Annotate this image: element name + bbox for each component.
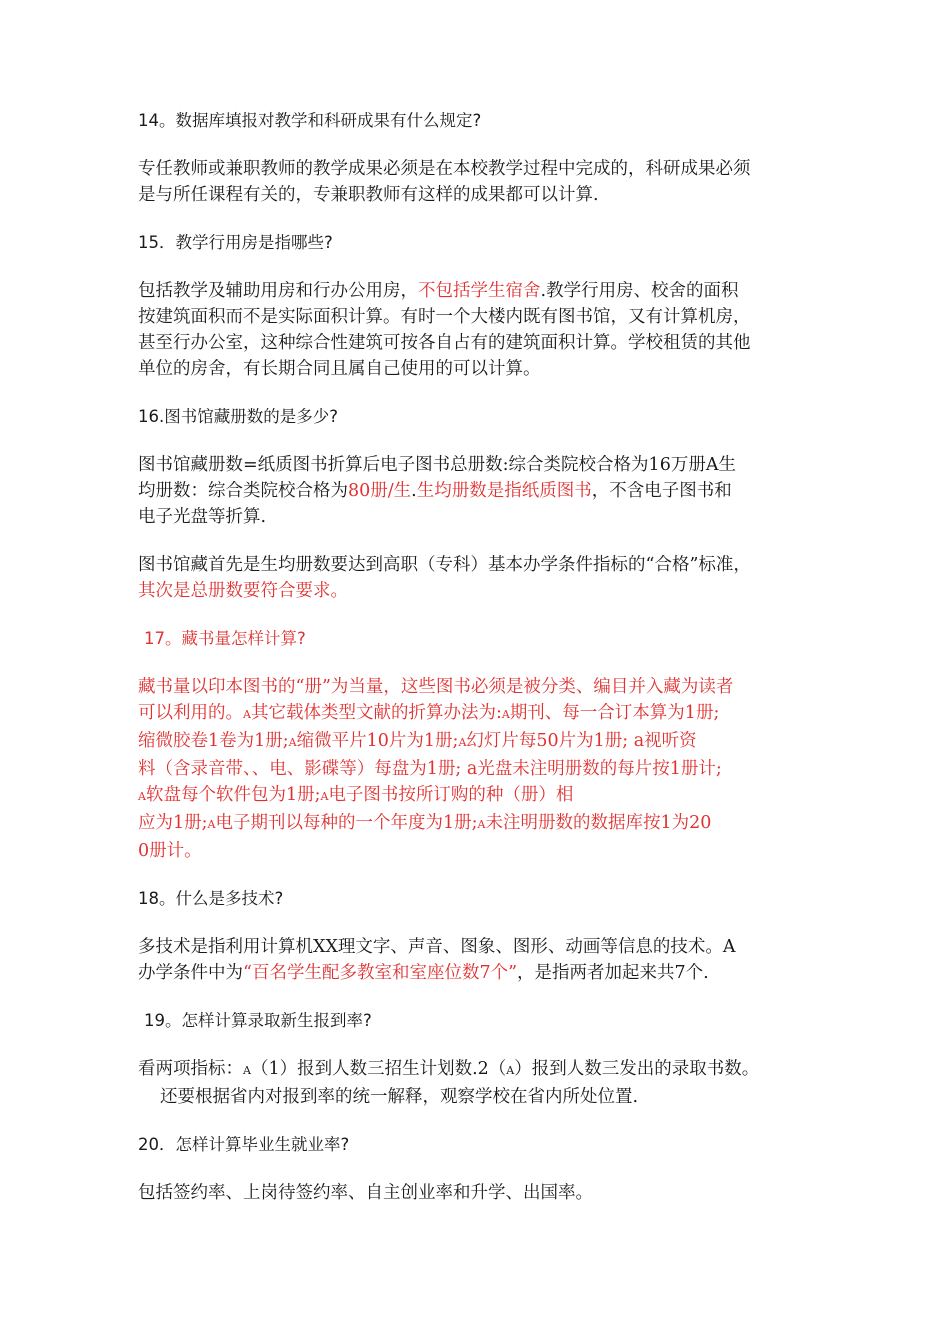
answer-17-line: 藏书量以印本图书的“册”为当量，这些图书必须是被分类、编目并入藏为读者 (138, 677, 734, 697)
answer-19-line (138, 1056, 818, 1084)
text-segment: 电子图书按所订购的种（册）相 (328, 785, 574, 805)
text-segment: 缩微胶卷1卷为1册; (138, 731, 289, 751)
highlight-text: “百名学生配多教室和室座位数7个” (243, 963, 518, 983)
bullet-marker: A (458, 736, 467, 749)
question-18-title: 18。什么是多技术? (138, 889, 284, 908)
text-segment: 幻灯片每50片为1册; a视听资 (466, 731, 697, 751)
question-15-title: 15．教学行用房是指哪些? (138, 233, 333, 252)
text-segment: 应为1册; (138, 813, 208, 833)
bullet-marker: A (207, 818, 216, 831)
answer-16-note (138, 552, 818, 604)
answer-20 (138, 1180, 818, 1206)
question-16-title: 16.图书馆藏册数的是多少? (138, 407, 338, 426)
answer-17-line (138, 728, 818, 756)
answer-20-line: 包括签约率、上岗待签约率、自主创业率和升学、出国率。 (138, 1183, 593, 1203)
bullet-marker: A (477, 818, 486, 831)
text-segment: 其它载体类型文献的折算办法为: (250, 703, 502, 723)
bullet-marker: A (320, 790, 329, 803)
text-segment: 期刊、每一合订本算为1册; (509, 703, 720, 723)
text-segment: 电子期刊以每种的一个年度为1册; (215, 813, 478, 833)
document-page (138, 108, 818, 1228)
text-segment: 软盘每个软件包为1册; (145, 785, 321, 805)
highlight-text: 80册/生 (348, 481, 412, 501)
answer-19 (138, 1056, 818, 1110)
answer-16-line: 图书馆藏册数=纸质图书折算后电子图书总册数:综合类院校合格为16万册A生 (138, 455, 736, 475)
bullet-marker: A (243, 1064, 251, 1077)
bullet-marker: A (501, 708, 510, 721)
question-14-title: 14。数据库填报对教学和科研成果有什么规定? (138, 111, 482, 130)
answer-15 (138, 278, 818, 382)
question-19-title: 19。怎样计算录取新生报到率? (144, 1011, 372, 1030)
answer-15-line (138, 278, 818, 304)
answer-15-line: 单位的房舍，有长期合同且属自己使用的可以计算。 (138, 359, 541, 379)
text-segment: . (411, 481, 417, 501)
text-segment: 办学条件中为 (138, 963, 243, 983)
text-segment: 看两项指标： (138, 1059, 243, 1079)
text-segment: 包括教学及辅助用房和行办公用房， (138, 281, 418, 301)
bullet-marker: A (138, 790, 146, 803)
text-segment: 均册数：综合类院校合格为 (138, 481, 348, 501)
text-segment: ）报到人数三发出的录取书数。 (514, 1059, 760, 1079)
answer-17-line: 0册计。 (138, 841, 202, 861)
answer-16-line: 电子光盘等折算. (138, 507, 267, 527)
answer-15-line: 甚至行办公室，这种综合性建筑可按各自占有的建筑面积计算。学校租赁的其他 (138, 333, 751, 353)
bullet-marker: A (288, 736, 297, 749)
bullet-marker: A (506, 1064, 515, 1077)
answer-14-line: 专任教师或兼职教师的教学成果必须是在本校教学过程中完成的，科研成果必须 (138, 159, 751, 179)
answer-17 (138, 674, 818, 864)
highlight-text: 其次是总册数要符合要求。 (138, 581, 348, 601)
answer-15-line: 按建筑面积而不是实际面积计算。有时一个大楼内既有图书馆，又有计算机房， (138, 307, 751, 327)
answer-18-line (138, 960, 818, 986)
answer-16-line: 图书馆藏首先是生均册数要达到高职（专科）基本办学条件指标的“合格”标准， (138, 555, 751, 575)
text-segment: .教学行用房、校舍的面积 (540, 281, 739, 301)
text-segment: 缩微平片10片为1册; (296, 731, 459, 751)
bullet-marker: A (243, 708, 251, 721)
text-segment: （1）报到人数三招生计划数.2（ (250, 1059, 507, 1079)
highlight-text: 生均册数是指纸质图书 (416, 481, 592, 501)
answer-14-line: 是与所任课程有关的，专兼职教师有这样的成果都可以计算. (138, 185, 599, 205)
text-segment: 未注明册数的数据库按1为20 (485, 813, 712, 833)
answer-19-line: 还要根据省内对报到率的统一解释，观察学校在省内所处位置. (160, 1087, 639, 1107)
answer-17-line: 料（含录音带、、电、影碟等）每盘为1册; a光盘未注明册数的每片按1册计; (138, 759, 722, 779)
question-20-title: 20．怎样计算毕业生就业率? (138, 1135, 350, 1154)
text-segment: 可以利用的。 (138, 703, 243, 723)
answer-16-line (138, 478, 818, 504)
answer-16 (138, 452, 818, 530)
answer-17-line (138, 700, 818, 728)
question-17-title: 17。藏书量怎样计算? (144, 629, 306, 648)
answer-18 (138, 934, 818, 986)
answer-14 (138, 156, 818, 208)
answer-17-line (138, 810, 818, 838)
text-segment: ，是指两者加起来共7个. (517, 963, 709, 983)
answer-18-line: 多技术是指利用计算机XX理文字、声音、图象、图形、动画等信息的技术。A (138, 937, 736, 957)
text-segment: ，不含电子图书和 (591, 481, 732, 501)
answer-17-line (138, 782, 818, 810)
highlight-text: 不包括学生宿舍 (418, 281, 541, 301)
